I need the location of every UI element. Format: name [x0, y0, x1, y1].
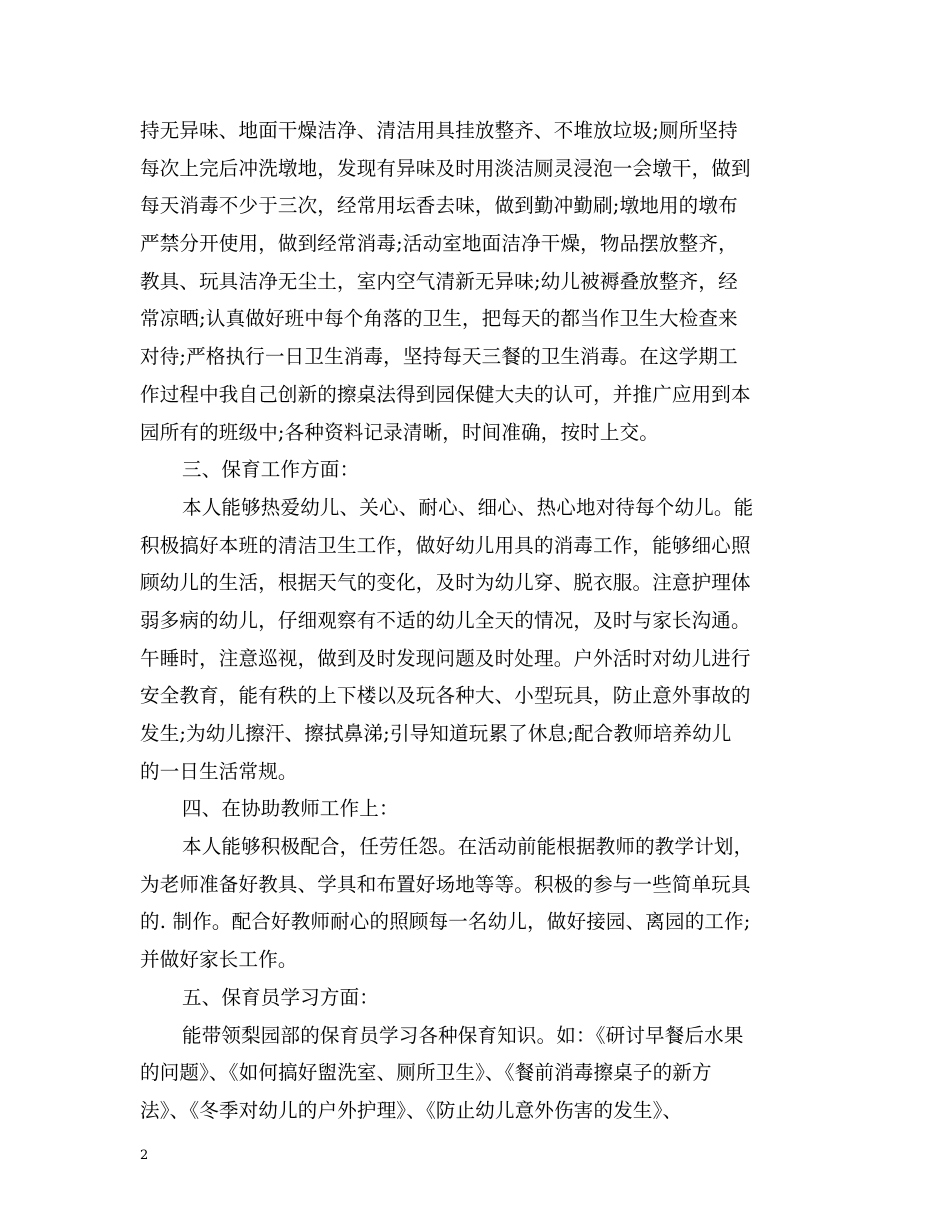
- text-line: 五、保育员学习方面：: [182, 985, 380, 1009]
- text-line: 的一日生活常规。: [140, 759, 298, 783]
- text-line: 午睡时，注意巡视，做到及时发现问题及时处理。户外活时对幼儿进行: [140, 646, 751, 670]
- text-line: 发生;为幼儿擦汗、擦拭鼻涕;引导知道玩累了休息;配合教师培养幼儿: [140, 722, 732, 745]
- page-number: 2: [140, 1148, 149, 1163]
- text-line: 严禁分开使用，做到经常消毒;活动室地面洁净干燥，物品摆放整齐，: [140, 232, 738, 256]
- text-line: 对待;严格执行一日卫生消毒，坚持每天三餐的卫生消毒。在这学期工: [140, 345, 738, 369]
- text-line: 法》、《冬季对幼儿的户外护理》、《防止幼儿意外伤害的发生》、: [140, 1098, 683, 1122]
- text-line: 弱多病的幼儿，仔细观察有不适的幼儿全天的情况，及时与家长沟通。: [140, 608, 751, 632]
- text-line: 园所有的班级中;各种资料记录清晰，时间准确，按时上交。: [140, 420, 659, 444]
- text-line: 每次上完后冲洗墩地，发现有异味及时用淡洁厕灵浸泡一会墩干，做到: [140, 156, 751, 180]
- text-line: 持无异味、地面干燥洁净、清洁用具挂放整齐、不堆放垃圾;厕所坚持: [140, 119, 738, 142]
- text-line: 每天消毒不少于三次，经常用坛香去味，做到勤冲勤刷;墩地用的墩布: [140, 194, 738, 218]
- text-line: 安全教育，能有秩的上下楼以及玩各种大、小型玩具，防止意外事故的: [140, 684, 751, 708]
- text-line: 的问题》、《如何搞好盥洗室、厕所卫生》、《餐前消毒擦桌子的新方: [140, 1061, 712, 1085]
- text-line: 为老师准备好教具、学具和布置好场地等等。积极的参与一些简单玩具: [140, 872, 751, 896]
- text-line: 作过程中我自己创新的擦桌法得到园保健大夫的认可，并推广应用到本: [140, 382, 751, 406]
- text-line: 四、在协助教师工作上：: [182, 797, 399, 821]
- text-line: 顾幼儿的生活，根据天气的变化，及时为幼儿穿、脱衣服。注意护理体: [140, 571, 751, 595]
- text-line: 本人能够积极配合，任劳任怨。在活动前能根据教师的教学计划，: [182, 835, 754, 859]
- text-line: 积极搞好本班的清洁卫生工作，做好幼儿用具的消毒工作，能够细心照: [140, 533, 751, 557]
- text-line: 本人能够热爱幼儿、关心、耐心、细心、热心地对待每个幼儿。能: [182, 495, 754, 519]
- text-line: 并做好家长工作。: [140, 948, 298, 972]
- document-body: [140, 112, 812, 1130]
- text-line: 能带领梨园部的保育员学习各种保育知识。如：《研讨早餐后水果: [182, 1023, 744, 1047]
- text-line: 的. 制作。配合好教师耐心的照顾每一名幼儿，做好接园、离园的工作;: [140, 910, 751, 934]
- text-line: 教具、玩具洁净无尘土，室内空气清新无异味;幼儿被褥叠放整齐，经: [140, 269, 738, 293]
- text-line: 三、保育工作方面：: [182, 458, 360, 482]
- text-line: 常凉晒;认真做好班中每个角落的卫生，把每天的都当作卫生大检查来: [140, 307, 738, 331]
